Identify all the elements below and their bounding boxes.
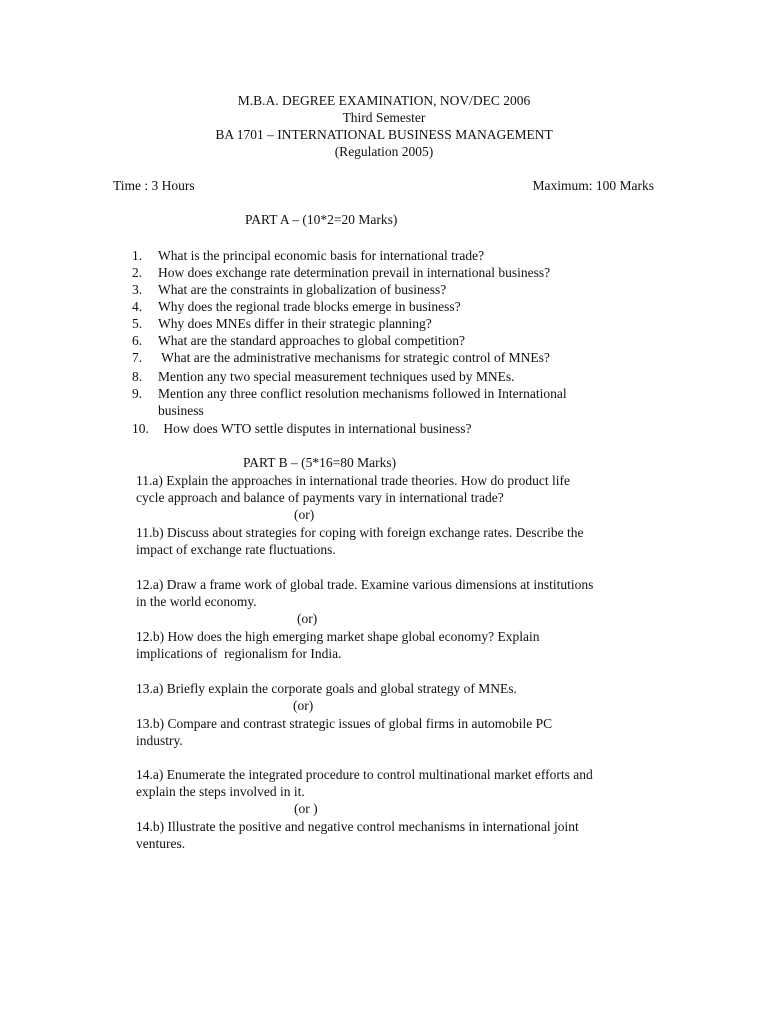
semester: Third Semester <box>342 110 426 125</box>
question-number: 2. <box>132 265 143 280</box>
question-text: 14.a) Enumerate the integrated procedure to control multinational market efforts and <box>136 767 593 782</box>
question-text: explain the steps involved in it. <box>136 784 305 799</box>
question-number: 1. <box>132 248 143 263</box>
question-number: 10. <box>132 421 149 436</box>
question-text-continued: business <box>158 403 204 418</box>
question-text: What are the constraints in globalization of business? <box>158 282 447 297</box>
question-number: 4. <box>132 299 143 314</box>
question-text: implications of regionalism for India. <box>136 646 342 661</box>
question-text: 11.a) Explain the approaches in international trade theories. How do product life <box>136 473 570 488</box>
course-title: BA 1701 – INTERNATIONAL BUSINESS MANAGEMENT <box>215 127 553 142</box>
question-text: Why does the regional trade blocks emerge in business? <box>158 299 461 314</box>
or-separator: (or) <box>297 611 318 626</box>
question-number: 9. <box>132 386 143 401</box>
question-text: Why does MNEs differ in their strategic planning? <box>158 316 432 331</box>
question-text: industry. <box>136 733 183 748</box>
question-number: 6. <box>132 333 143 348</box>
question-number: 7. <box>132 350 143 365</box>
question-text: 13.a) Briefly explain the corporate goals and global strategy of MNEs. <box>136 681 517 696</box>
part-b-heading: PART B – (5*16=80 Marks) <box>243 455 397 470</box>
question-text: ventures. <box>136 836 186 851</box>
maximum-marks: Maximum: 100 Marks <box>532 178 654 193</box>
or-separator: (or) <box>293 698 314 713</box>
or-separator: (or) <box>294 507 315 522</box>
question-text: 13.b) Compare and contrast strategic issues of global firms in automobile PC <box>136 716 553 731</box>
question-text: How does exchange rate determination prevail in international business? <box>158 265 551 280</box>
question-text: Mention any three conflict resolution mechanisms followed in International <box>158 386 567 401</box>
question-text: 14.b) Illustrate the positive and negative control mechanisms in international joint <box>136 819 579 834</box>
question-number: 5. <box>132 316 143 331</box>
question-text: in the world economy. <box>136 594 257 609</box>
question-number: 8. <box>132 369 143 384</box>
question-text: cycle approach and balance of payments vary in international trade? <box>136 490 504 505</box>
question-text: What are the standard approaches to global competition? <box>158 333 466 348</box>
exam-duration: Time : 3 Hours <box>113 178 195 193</box>
question-text: 12.b) How does the high emerging market shape global economy? Explain <box>136 629 540 644</box>
question-text: What is the principal economic basis for international trade? <box>158 248 485 263</box>
regulation: (Regulation 2005) <box>334 144 434 159</box>
question-number: 3. <box>132 282 143 297</box>
question-text: impact of exchange rate fluctuations. <box>136 542 336 557</box>
question-text: What are the administrative mechanisms for strategic control of MNEs? <box>158 350 550 365</box>
exam-title: M.B.A. DEGREE EXAMINATION, NOV/DEC 2006 <box>237 93 531 108</box>
question-text: Mention any two special measurement techniques used by MNEs. <box>158 369 515 384</box>
question-text: 11.b) Discuss about strategies for coping with foreign exchange rates. Describe the <box>136 525 584 540</box>
question-text: 12.a) Draw a frame work of global trade. Examine various dimensions at institutions <box>136 577 594 592</box>
or-separator: (or ) <box>294 801 318 816</box>
question-text: How does WTO settle disputes in international business? <box>160 421 472 436</box>
part-a-heading: PART A – (10*2=20 Marks) <box>245 212 398 227</box>
